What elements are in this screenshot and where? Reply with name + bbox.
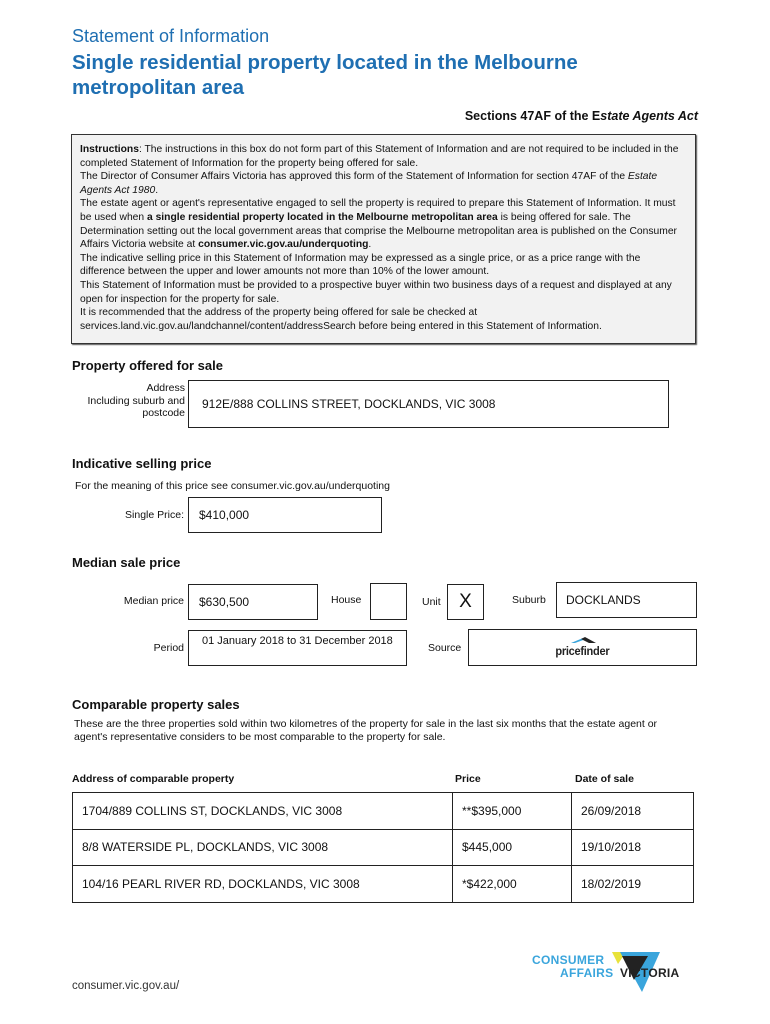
footer-url[interactable]: consumer.vic.gov.au/ — [72, 980, 180, 992]
instructions-label: Instructions — [80, 144, 139, 155]
address-label-line: Address — [146, 382, 185, 394]
instructions-p5: This Statement of Information must be provided to a prospective buyer within two business days of a request and displayed at any open for inspection for the property for sale. — [80, 279, 672, 305]
period-field[interactable] — [188, 630, 407, 666]
comparable-price: $445,000 — [453, 829, 572, 866]
pricefinder-logo-icon — [569, 637, 597, 644]
house-label: House — [331, 594, 362, 606]
instructions-p3 — [80, 197, 687, 251]
unit-checked-mark: X — [459, 591, 472, 612]
column-header-price: Price — [455, 773, 481, 785]
instructions-text: is being offered for sale. The Determination setting out the local government areas that comprise the Melbourne metropolitan area is published on the Consumer Affairs Victoria website at — [80, 211, 677, 251]
table-row — [73, 866, 694, 903]
instructions-p6: It is recommended that the address of the property being offered for sale be checked at services.land.vic.gov.au/landchannel/content/addressSearch before being entered in this Statement of Information. — [80, 307, 602, 332]
instructions-p2 — [80, 170, 687, 197]
single-price-value: $410,000 — [199, 508, 250, 522]
instructions-text: The Director of Consumer Affairs Victoria has approved this form of the Statement of Information for section 47AF of the — [80, 171, 628, 183]
period-value: 01 January 2018 to 31 December 2018 — [202, 635, 393, 647]
table-row — [73, 829, 694, 866]
source-field[interactable] — [468, 629, 697, 666]
address-label-line: Including suburb and — [87, 394, 185, 407]
comparable-date: 19/10/2018 — [572, 829, 694, 866]
comparable-sales-table — [72, 792, 694, 903]
property-heading: Property offered for sale — [72, 358, 223, 373]
indicative-heading: Indicative selling price — [72, 456, 212, 471]
document-subtitle: Statement of Information — [72, 26, 270, 46]
unit-label: Unit — [422, 596, 441, 608]
comparable-heading: Comparable property sales — [72, 697, 240, 712]
comparable-address: 104/16 PEARL RIVER RD, DOCKLANDS, VIC 3008 — [73, 866, 453, 903]
period-label: Period — [153, 642, 184, 654]
comparable-address: 8/8 WATERSIDE PL, DOCKLANDS, VIC 3008 — [73, 829, 453, 866]
document-title: Single residential property located in the Melbourne metropolitan area — [72, 51, 578, 99]
instructions-text: . — [155, 184, 159, 196]
unit-checkbox[interactable] — [447, 584, 484, 620]
comparable-price: *$422,000 — [453, 866, 572, 903]
median-price-value: $630,500 — [199, 595, 250, 609]
consumer-affairs-victoria-logo — [530, 950, 695, 995]
instructions-emphasis: a single residential property located in the Melbourne metropolitan area — [146, 211, 498, 223]
address-field[interactable] — [188, 380, 669, 428]
logo-affairs: AFFAIRS — [560, 966, 614, 980]
comparable-address: 1704/889 COLLINS ST, DOCKLANDS, VIC 3008 — [73, 793, 453, 830]
median-price-label: Median price — [123, 595, 184, 607]
comparable-description: These are the three properties sold within two kilometres of the property for sale in the last six months that the estate agent or agent's representative considers to be most comparable to the property for sale. — [74, 718, 658, 743]
instructions-p4: The indicative selling price in this Statement of Information may be expressed as a single price, or as a price range with the difference between the upper and lower amounts not more than 10% of the lower amount. — [80, 252, 641, 278]
single-price-label: Single Price: — [125, 509, 184, 521]
act-name: state Agents Act — [600, 109, 698, 123]
source-label: Source — [428, 642, 462, 654]
logo-victoria: VICTORIA — [620, 966, 680, 980]
table-row — [73, 793, 694, 830]
instructions-text: The estate agent or agent's representative engaged to sell the property is required to prepare this Statement of Information. It must be used when — [80, 198, 676, 223]
comparable-date: 26/09/2018 — [572, 793, 694, 830]
instructions-text: : The instructions in this box do not form part of this Statement of Information and are not required to be included in the completed Statement of Information for the property being offered for sale. — [80, 144, 679, 169]
instructions-p1 — [80, 143, 687, 170]
single-price-field[interactable] — [188, 497, 382, 533]
instructions-text: . — [368, 239, 372, 251]
comparable-price: **$395,000 — [453, 793, 572, 830]
column-header-address: Address of comparable property — [72, 773, 235, 785]
median-heading: Median sale price — [72, 555, 181, 570]
address-value: 912E/888 COLLINS STREET, DOCKLANDS, VIC 3008 — [202, 397, 496, 411]
indicative-note: For the meaning of this price see consumer.vic.gov.au/underquoting — [75, 480, 390, 492]
house-checkbox[interactable] — [370, 583, 407, 620]
address-label — [70, 382, 185, 420]
act-name: Estate Agents Act 1980 — [80, 171, 658, 196]
comparable-date: 18/02/2019 — [572, 866, 694, 903]
logo-consumer: CONSUMER — [532, 953, 605, 967]
suburb-field[interactable] — [556, 582, 697, 618]
suburb-value: DOCKLANDS — [566, 593, 641, 607]
sections-text: Sections 47AF of the E — [464, 109, 601, 123]
underquoting-link[interactable]: consumer.vic.gov.au/underquoting — [198, 239, 369, 251]
column-header-date: Date of sale — [575, 773, 634, 785]
suburb-label: Suburb — [512, 594, 546, 606]
median-price-field[interactable] — [188, 584, 318, 620]
sections-reference — [465, 109, 698, 123]
source-value: pricefinder — [555, 644, 610, 658]
address-label-line: postcode — [142, 407, 185, 419]
instructions-box — [71, 134, 696, 344]
